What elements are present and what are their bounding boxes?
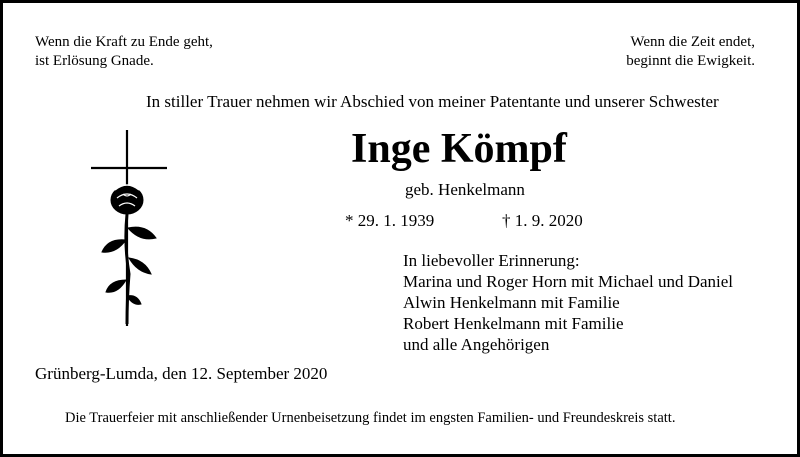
quote-left-line: ist Erlösung Gnade.: [35, 53, 154, 69]
mourners-line: Alwin Henkelmann mit Familie: [403, 293, 620, 312]
footer-note: Die Trauerfeier mit anschließender Urnenbeisetzung findet im engsten Familien- und Freundeskreis statt.: [65, 410, 676, 426]
quote-right-line: beginnt die Ewigkeit.: [626, 53, 755, 69]
place-date: Grünberg-Lumda, den 12. September 2020: [35, 364, 328, 383]
cross-with-rose-icon: [83, 128, 173, 328]
mourners-line: Marina und Roger Horn mit Michael und Daniel: [403, 272, 734, 291]
mourners-line: In liebevoller Erinnerung:: [403, 251, 580, 270]
mourners-line: Robert Henkelmann mit Familie: [403, 314, 624, 333]
death-date: † 1. 9. 2020: [502, 211, 583, 230]
deceased-name: Inge Kömpf: [351, 126, 567, 172]
quote-right: [626, 33, 755, 71]
mourners-line: und alle Angehörigen: [403, 335, 550, 354]
intro-text: In stiller Trauer nehmen wir Abschied von meiner Patentante und unserer Schwester: [146, 92, 719, 111]
quote-left-line: Wenn die Kraft zu Ende geht,: [35, 34, 213, 50]
maiden-name: geb. Henkelmann: [405, 180, 525, 199]
quote-right-line: Wenn die Zeit endet,: [630, 34, 755, 50]
quote-left: [35, 33, 213, 71]
birth-date: * 29. 1. 1939: [345, 211, 435, 230]
mourners-list: [403, 250, 733, 355]
